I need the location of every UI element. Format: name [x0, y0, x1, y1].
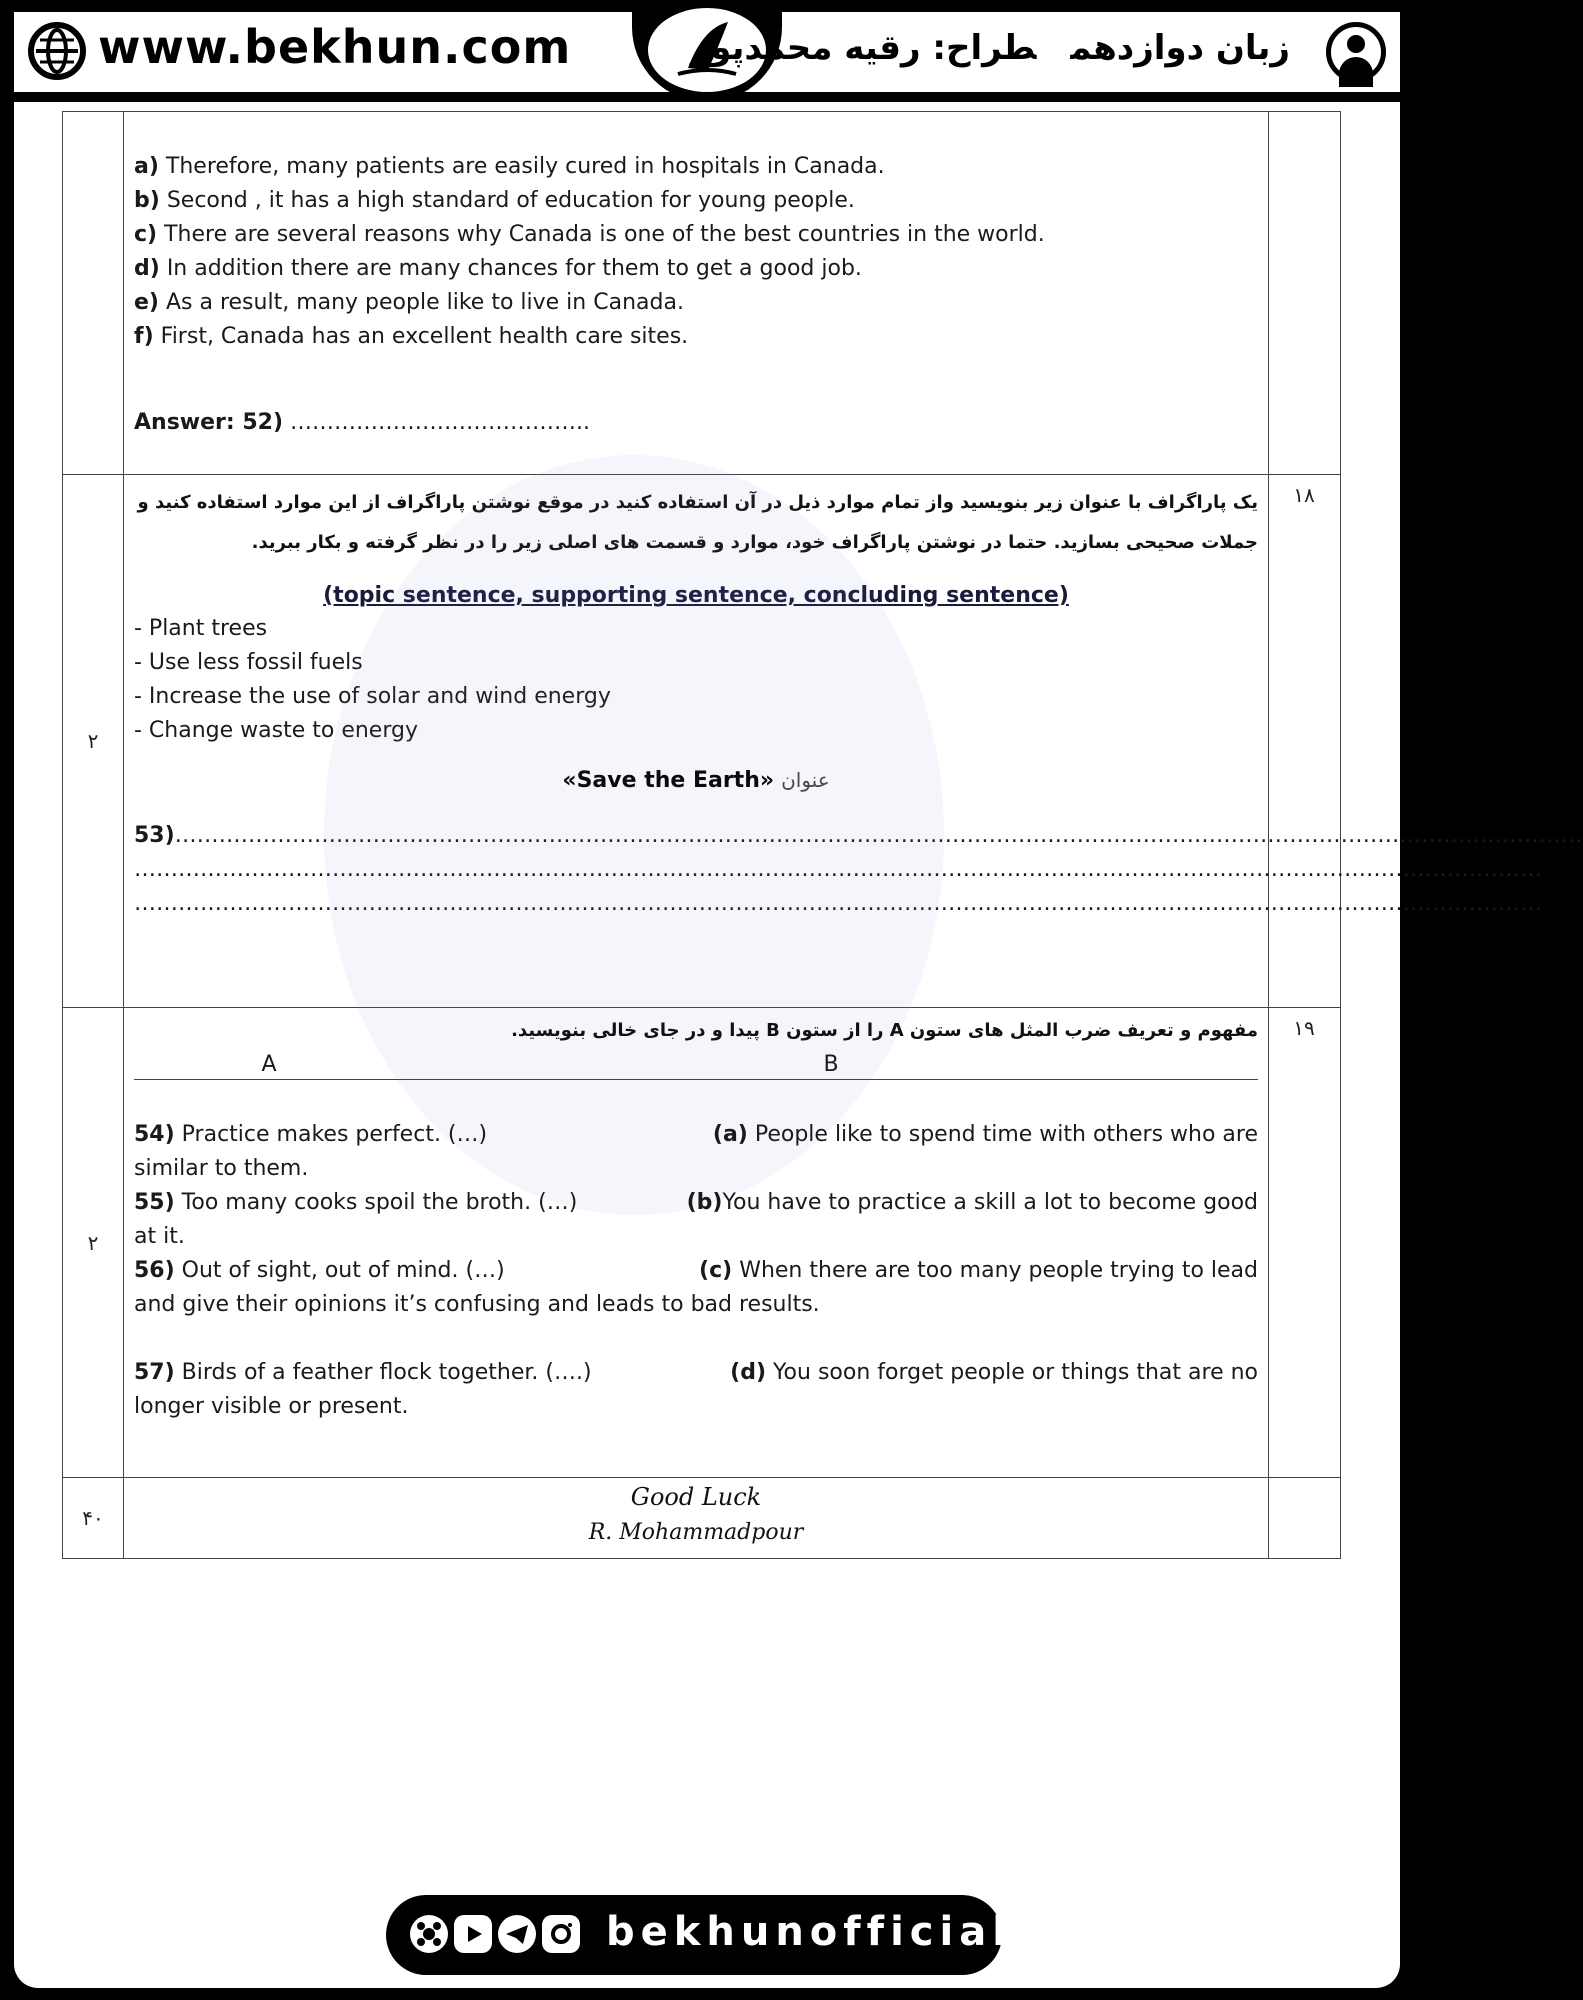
question-number: ۱۹	[1293, 1016, 1315, 1040]
good-luck: Good Luck	[630, 1483, 762, 1511]
footer-social-bar	[386, 1895, 1012, 1975]
user-icon	[1326, 22, 1386, 82]
option-a: a) Therefore, many patients are easily cured in hospitals in Canada.	[134, 154, 885, 179]
list-item: - Plant trees	[134, 616, 268, 641]
option-b: b) Second , it has a high standard of education for young people.	[134, 188, 855, 213]
author-name: R. Mohammadpour	[588, 1520, 804, 1545]
question-19-row	[63, 1008, 1340, 1478]
question-17-row	[63, 112, 1340, 475]
total-score: ۴۰	[63, 1478, 124, 1558]
designer-name: طراح: رقیه محمدپور	[690, 28, 1037, 68]
paragraph-title: «Save the Earth» عنوان	[562, 768, 830, 793]
site-url[interactable]: www.bekhun.com	[98, 20, 572, 74]
answer-line[interactable]: …………………………………………………………………………………………………………………………………………………………………………	[134, 857, 1542, 882]
exam-table	[62, 111, 1583, 1559]
question-number: ۱۸	[1293, 483, 1315, 507]
option-e: e) As a result, many people like to live in Canada.	[134, 290, 684, 315]
instagram-icon[interactable]	[542, 1915, 580, 1953]
question-instruction: مفهوم و تعریف ضرب المثل های ستون A را از ستون B پیدا و در جای خالی بنویسید.	[511, 1020, 1258, 1041]
social-handle[interactable]: bekhunofficial	[606, 1909, 1012, 1955]
score-cell: ۲	[63, 1008, 124, 1477]
youtube-icon[interactable]	[454, 1915, 492, 1953]
question-18-row	[63, 475, 1583, 1008]
option-c: c) There are several reasons why Canada is one of the best countries in the world.	[134, 222, 1045, 247]
column-header	[134, 1046, 1258, 1080]
closing-row	[63, 1478, 1340, 1558]
page	[14, 12, 1583, 1988]
question-number	[1269, 112, 1339, 474]
column-b-label: B	[823, 1052, 839, 1077]
subject-title: زبان دوازدهم	[1070, 28, 1290, 68]
header	[14, 12, 1400, 102]
question-instruction: یک پاراگراف با عنوان زیر بنویسید واز تمام موارد ذیل در آن استفاده کنید در موقع نوشتن پاراگراف از این موارد استفاده کنید و جملات صحیحی بسازید. حتما در نوشتن پاراگراف خود، موارد و قسمت های اصلی زیر را در نظر گرفته و بکار ببرید.	[137, 492, 1258, 553]
proverb-item: 55) Too many cooks spoil the broth. (…) (b)You have to practice a skill a lot to become good at it.	[134, 1190, 1258, 1249]
list-item: - Use less fossil fuels	[134, 650, 363, 675]
telegram-icon[interactable]	[498, 1915, 536, 1953]
question-body	[124, 1008, 1269, 1477]
globe-icon	[28, 22, 86, 80]
question-number	[1269, 1478, 1339, 1558]
answer-line[interactable]: …………………………………………………………………………………………………………………………………………………………………………	[134, 891, 1542, 916]
score-cell	[63, 112, 124, 474]
option-d: d) In addition there are many chances for them to get a good job.	[134, 256, 862, 281]
proverb-item: 54) Practice makes perfect. (…) (a) People like to spend time with others who are similar to them.	[134, 1122, 1258, 1181]
answer-line-53[interactable]: 53)…………………………………………………………………………………………………………………………………………………………………………	[134, 823, 1583, 848]
question-body	[124, 112, 1269, 474]
list-item: - Increase the use of solar and wind energy	[134, 684, 611, 709]
option-f: f) First, Canada has an excellent health care sites.	[134, 324, 689, 349]
aparat-icon[interactable]	[410, 1915, 448, 1953]
closing-body	[124, 1478, 1269, 1558]
social-icons	[410, 1915, 580, 1953]
topic-note: (topic sentence, supporting sentence, concluding sentence)	[323, 583, 1069, 608]
answer-line[interactable]: Answer: 52) …………………………………..	[134, 410, 591, 435]
list-item: - Change waste to energy	[134, 718, 418, 743]
proverb-item: 56) Out of sight, out of mind. (…) (c) When there are too many people trying to lead and give their opinions it’s confusing and leads to bad results.	[134, 1258, 1258, 1317]
header-title	[657, 28, 1290, 68]
column-a-label: A	[261, 1052, 277, 1077]
score-cell: ۲	[63, 475, 124, 1007]
proverb-item: 57) Birds of a feather flock together. (….) (d) You soon forget people or things that are no longer visible or present.	[134, 1360, 1258, 1419]
